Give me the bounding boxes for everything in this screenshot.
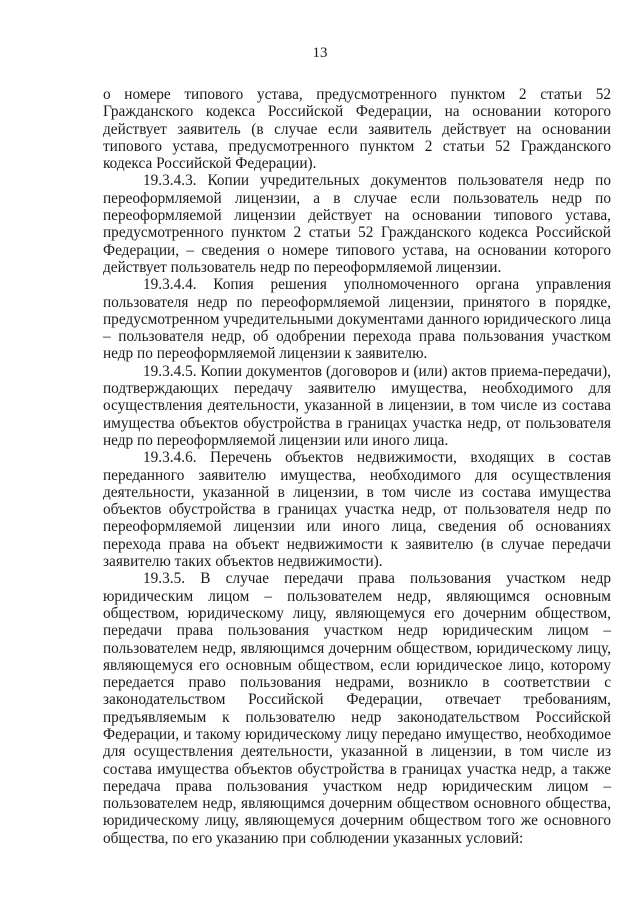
document-body <box>103 86 611 847</box>
paragraph-19-3-4-6: 19.3.4.6. Перечень объектов недвижимости, входящих в состав переданного заявителю имущества, необходимого для осуществления деятельности, указанной в лицензии, в том числе из состава имущества объектов обустройства в границах участка недр, от пользователя недр по переоформляемой лицензии или иного лица, сведения об основаниях перехода права на объект недвижимости к заявителю (в случае передачи заявителю таких объектов недвижимости). <box>103 449 611 571</box>
paragraph-19-3-5: 19.3.5. В случае передачи права пользования участком недр юридическим лицом – пользователем недр, являющимся основным обществом, юридическому лицу, являющемуся его дочерним обществом, передачи права пользования участком недр юридическим лицом – пользователем недр, являющимся дочерним обществом, юридическому лицу, являющемуся его основным обществом, если юридическое лицо, которому передается право пользования недрами, возникло в соответствии с законодательством Российской Федерации, отвечает требованиям, предъявляемым к пользователю недр законодательством Российской Федерации, и такому юридическому лицу передано имущество, необходимое для осуществления деятельности, указанной в лицензии, в том числе из состава имущества объектов обустройства в границах участка недр, а также передача права пользования участком недр юридическим лицом – пользователем недр, являющимся дочерним обществом основного общества, юридическому лицу, являющемуся дочерним обществом того же основного общества, по его указанию при соблюдении указанных условий: <box>103 570 611 847</box>
paragraph-19-3-4-4: 19.3.4.4. Копия решения уполномоченного органа управления пользователя недр по переоформляемой лицензии, принятого в порядке, предусмотренном учредительными документами данного юридического лица – пользователя недр, об одобрении перехода права пользования участком недр по переоформляемой лицензии к заявителю. <box>103 276 611 363</box>
paragraph-19-3-4-5: 19.3.4.5. Копии документов (договоров и (или) актов приема-передачи), подтверждающих передачу заявителю имущества, необходимого для осуществления деятельности, указанной в лицензии, в том числе из состава имущества объектов обустройства в границах участка недр, от пользователя недр по переоформляемой лицензии или иного лица. <box>103 362 611 449</box>
page-number: 13 <box>312 45 328 61</box>
paragraph-continuation: о номере типового устава, предусмотренного пунктом 2 статьи 52 Гражданского кодекса Российской Федерации, на основании которого действует заявитель (в случае если заявитель действует на основании типового устава, предусмотренного пунктом 2 статьи 52 Гражданского кодекса Российской Федерации). <box>103 86 611 173</box>
paragraph-19-3-4-3: 19.3.4.3. Копии учредительных документов пользователя недр по переоформляемой лицензии, а в случае если пользователь недр по переоформляемой лицензии действует на основании типового устава, предусмотренного пунктом 2 статьи 52 Гражданского кодекса Российской Федерации, – сведения о номере типового устава, на основании которого действует пользователь недр по переоформляемой лицензии. <box>103 172 611 276</box>
